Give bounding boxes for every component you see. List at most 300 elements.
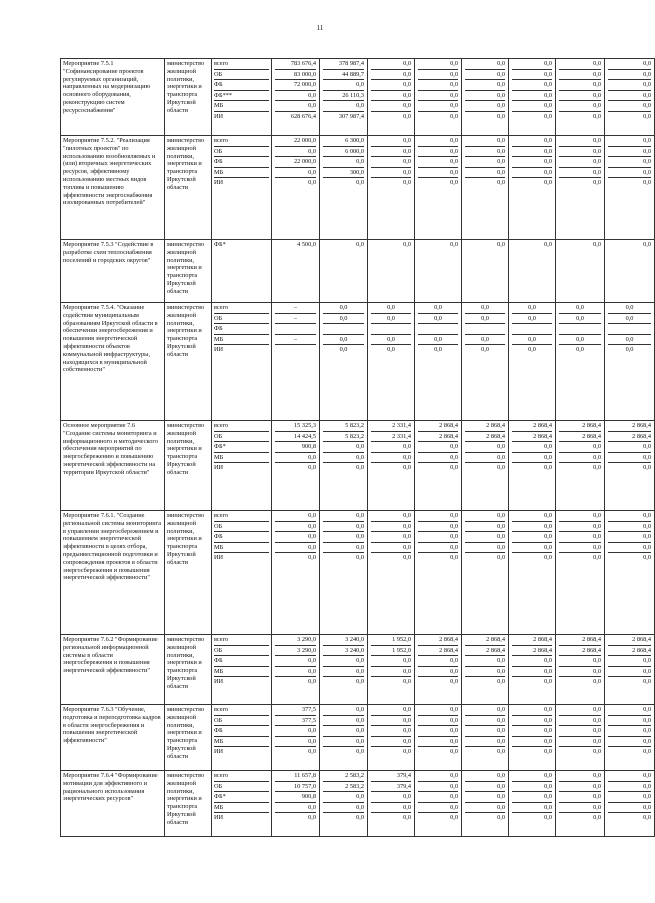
value-cell: 0,0 bbox=[323, 716, 364, 727]
value-cell: 0,0 bbox=[593, 678, 601, 685]
value-cell bbox=[371, 324, 411, 335]
value-cell: 0,0 bbox=[512, 716, 552, 727]
value-cell: 0,0 bbox=[465, 442, 505, 453]
funding-source: всего bbox=[214, 771, 269, 782]
value-cell: 2 868,4 bbox=[512, 635, 552, 646]
value-cell: 307 987,4 bbox=[338, 112, 364, 120]
value-cell: 0,0 bbox=[608, 782, 651, 793]
value-cell: 2 868,4 bbox=[465, 432, 505, 443]
year-values bbox=[415, 240, 462, 303]
value-cell: 0,0 bbox=[371, 147, 411, 158]
value-cell: 0,0 bbox=[450, 814, 458, 821]
value-cell: 15 325,3 bbox=[275, 421, 316, 432]
year-values bbox=[462, 240, 509, 303]
value-cell: 0,0 bbox=[559, 453, 601, 464]
value-cell: 900,8 bbox=[275, 442, 316, 453]
value-cell: 0,0 bbox=[371, 70, 411, 81]
value-cell: 0,0 bbox=[465, 511, 505, 522]
year-values bbox=[415, 511, 462, 635]
value-cell: 0,0 bbox=[512, 314, 552, 325]
value-cell: 5 823,2 bbox=[323, 432, 364, 443]
value-cell: 0,0 bbox=[608, 726, 651, 737]
value-cell: 0,0 bbox=[339, 346, 348, 353]
year-values bbox=[415, 59, 462, 136]
value-cell: 0,0 bbox=[371, 532, 411, 543]
funding-source: ФБ* bbox=[214, 442, 269, 453]
value-cell: 0,0 bbox=[275, 532, 316, 543]
value-cell: 0,0 bbox=[356, 814, 364, 821]
value-cell: 0,0 bbox=[371, 442, 411, 453]
value-cell: 0,0 bbox=[308, 678, 316, 685]
year-values bbox=[368, 771, 415, 837]
value-cell: 0,0 bbox=[643, 554, 651, 561]
value-cell: 0,0 bbox=[465, 101, 505, 112]
year-values bbox=[415, 771, 462, 837]
year-values bbox=[368, 635, 415, 705]
year-values bbox=[368, 59, 415, 136]
value-cell: 0,0 bbox=[371, 157, 411, 168]
value-cell: 0,0 bbox=[371, 511, 411, 522]
value-cell: 0,0 bbox=[356, 554, 364, 561]
value-cell bbox=[323, 324, 364, 335]
value-cell: 0,0 bbox=[275, 91, 316, 102]
measure-name: Мероприятие 7.6.3 "Обучение, подготовка и переподготовка кадров в области энергосбережения и повышения энергетической эффективности" bbox=[61, 705, 165, 771]
year-values bbox=[462, 705, 509, 771]
year-values bbox=[509, 240, 556, 303]
value-cell: 0,0 bbox=[465, 80, 505, 91]
value-cell: 0,0 bbox=[465, 335, 505, 346]
value-cell: 0,0 bbox=[434, 346, 442, 353]
value-cell: 3 290,0 bbox=[275, 646, 316, 657]
value-cell: 2 868,4 bbox=[559, 421, 601, 432]
value-cell: 0,0 bbox=[559, 70, 601, 81]
value-cell: 0,0 bbox=[465, 59, 505, 70]
executor: министерство жилищной политики, энергетики и транспорта Иркутской области bbox=[165, 771, 212, 837]
value-cell: 0,0 bbox=[371, 453, 411, 464]
value-cell: 0,0 bbox=[608, 91, 651, 102]
value-cell bbox=[512, 324, 552, 335]
value-cell: 0,0 bbox=[512, 303, 552, 314]
funding-source: ОБ bbox=[214, 782, 269, 793]
value-cell: 0,0 bbox=[559, 101, 601, 112]
value-cell: 0,0 bbox=[323, 80, 364, 91]
value-cell: 2 868,4 bbox=[512, 646, 552, 657]
value-cell: 0,0 bbox=[608, 335, 651, 346]
year-values bbox=[462, 511, 509, 635]
value-cell: 0,0 bbox=[544, 554, 552, 561]
year-values bbox=[556, 421, 605, 511]
value-cell: 0,0 bbox=[465, 70, 505, 81]
funding-source: ФБ* bbox=[214, 792, 269, 803]
value-cell: 0,0 bbox=[465, 782, 505, 793]
funding-source: ОБ bbox=[214, 646, 269, 657]
value-cell: 0,0 bbox=[465, 522, 505, 533]
year-values bbox=[415, 421, 462, 511]
value-cell: 0,0 bbox=[275, 522, 316, 533]
funding-sources bbox=[212, 771, 272, 837]
year-values bbox=[415, 635, 462, 705]
value-cell: 0,0 bbox=[512, 522, 552, 533]
executor: министерство жилищной политики, энергетики и транспорта Иркутской области bbox=[165, 705, 212, 771]
value-cell: 2 868,4 bbox=[418, 646, 458, 657]
value-cell: 0,0 bbox=[418, 716, 458, 727]
value-cell: 0,0 bbox=[512, 543, 552, 554]
year-values bbox=[509, 421, 556, 511]
funding-source: ИИ bbox=[214, 554, 224, 561]
value-cell: 0,0 bbox=[465, 136, 505, 147]
value-cell: 0,0 bbox=[512, 168, 552, 179]
value-cell: 0,0 bbox=[608, 453, 651, 464]
value-cell: 0,0 bbox=[544, 112, 552, 120]
value-cell: 0,0 bbox=[418, 157, 458, 168]
value-cell: 0,0 bbox=[643, 179, 651, 186]
value-cell: 0,0 bbox=[323, 737, 364, 748]
value-cell: 900,8 bbox=[275, 792, 316, 803]
value-cell: 0,0 bbox=[403, 678, 411, 685]
year-values bbox=[605, 240, 655, 303]
executor: министерство жилищной политики, энергетики и транспорта Иркутской области bbox=[165, 303, 212, 421]
measure-name: Основное мероприятие 7.6 "Создание системы мониторинга и информационного и методического обеспечения мероприятий по энергосбережению и повышению энергетической эффективности на территории Иркутской области" bbox=[61, 421, 165, 511]
value-cell: 0,0 bbox=[512, 442, 552, 453]
funding-sources bbox=[212, 303, 272, 421]
funding-source: ФБ bbox=[214, 80, 269, 91]
value-cell: 0,0 bbox=[418, 522, 458, 533]
year-values bbox=[556, 303, 605, 421]
executor: министерство жилищной политики, энергетики и транспорта Иркутской области bbox=[165, 511, 212, 635]
value-cell: 0,0 bbox=[512, 803, 552, 814]
year-values bbox=[556, 705, 605, 771]
year-values bbox=[462, 303, 509, 421]
value-cell: 0,0 bbox=[643, 814, 651, 821]
year-values bbox=[462, 59, 509, 136]
year-values bbox=[605, 303, 655, 421]
value-cell: 0,0 bbox=[465, 157, 505, 168]
value-cell: 0,0 bbox=[323, 792, 364, 803]
year-values bbox=[509, 303, 556, 421]
value-cell: 0,0 bbox=[323, 532, 364, 543]
value-cell: 0,0 bbox=[544, 464, 552, 471]
year-values bbox=[462, 635, 509, 705]
value-cell: 0,0 bbox=[418, 168, 458, 179]
executor: министерство жилищной политики, энергетики и транспорта Иркутской области bbox=[165, 421, 212, 511]
value-cell: 0,0 bbox=[418, 70, 458, 81]
value-cell: 0,0 bbox=[559, 91, 601, 102]
funding-sources bbox=[212, 240, 272, 303]
value-cell: 0,0 bbox=[465, 532, 505, 543]
measure-name: Мероприятие 7.6.2 "Формирование региональной информационной системы в области энергосбережения и повышения энергетической эффективности" bbox=[61, 635, 165, 705]
year-values bbox=[509, 771, 556, 837]
value-cell: 0,0 bbox=[323, 656, 364, 667]
value-cell: 0,0 bbox=[559, 511, 601, 522]
year-values bbox=[320, 705, 368, 771]
value-cell: 0,0 bbox=[608, 716, 651, 727]
value-cell: 0,0 bbox=[371, 656, 411, 667]
value-cell: 0,0 bbox=[593, 179, 601, 186]
year-values bbox=[509, 635, 556, 705]
value-cell: 0,0 bbox=[512, 656, 552, 667]
year-values bbox=[556, 771, 605, 837]
value-cell: 0,0 bbox=[371, 136, 411, 147]
value-cell: 83 000,0 bbox=[275, 70, 316, 81]
year-values bbox=[368, 421, 415, 511]
value-cell: 0,0 bbox=[323, 705, 364, 716]
value-cell: 0,0 bbox=[275, 803, 316, 814]
value-cell: 0,0 bbox=[371, 792, 411, 803]
value-cell: 0,0 bbox=[418, 705, 458, 716]
value-cell: 0,0 bbox=[528, 346, 536, 353]
value-cell: 0,0 bbox=[544, 678, 552, 685]
value-cell: 3 240,0 bbox=[323, 646, 364, 657]
funding-source: ФБ* bbox=[214, 241, 226, 248]
value-cell: 0,0 bbox=[387, 346, 395, 353]
year-values bbox=[272, 705, 320, 771]
funding-source: ФБ bbox=[214, 157, 269, 168]
value-cell: 0,0 bbox=[643, 241, 651, 248]
value-cell: 6 300,0 bbox=[323, 136, 364, 147]
year-values bbox=[272, 303, 320, 421]
value-cell: 379,4 bbox=[371, 782, 411, 793]
value-cell: 0,0 bbox=[465, 303, 505, 314]
value-cell: 0,0 bbox=[403, 112, 411, 120]
value-cell: 783 676,4 bbox=[275, 59, 316, 70]
value-cell: 44 889,7 bbox=[323, 70, 364, 81]
value-cell: 0,0 bbox=[465, 168, 505, 179]
value-cell: 0,0 bbox=[608, 737, 651, 748]
value-cell: 0,0 bbox=[371, 303, 411, 314]
value-cell: 0,0 bbox=[465, 803, 505, 814]
value-cell: 0,0 bbox=[608, 792, 651, 803]
value-cell: 0,0 bbox=[275, 656, 316, 667]
year-values bbox=[556, 136, 605, 240]
year-values bbox=[272, 59, 320, 136]
value-cell: – bbox=[275, 303, 316, 314]
value-cell: 0,0 bbox=[465, 656, 505, 667]
measure-name: Мероприятие 7.5.1 "Софинансирование проектов регулируемых организаций, направленных на модернизацию основного оборудования, реконструкцию систем ресурсоснабжения" bbox=[61, 59, 165, 136]
value-cell: 0,0 bbox=[450, 748, 458, 755]
funding-source: ИИ bbox=[214, 179, 224, 186]
value-cell: 0,0 bbox=[418, 726, 458, 737]
value-cell: 1 952,0 bbox=[371, 635, 411, 646]
value-cell: 0,0 bbox=[465, 91, 505, 102]
value-cell: 0,0 bbox=[559, 59, 601, 70]
value-cell: 0,0 bbox=[512, 771, 552, 782]
year-values bbox=[462, 771, 509, 837]
funding-source: МБ bbox=[214, 101, 269, 112]
value-cell: 0,0 bbox=[418, 737, 458, 748]
value-cell: 0,0 bbox=[512, 157, 552, 168]
funding-source: ИИ bbox=[214, 814, 224, 821]
value-cell: 0,0 bbox=[559, 335, 601, 346]
year-values bbox=[320, 59, 368, 136]
year-values bbox=[556, 59, 605, 136]
funding-source: МБ bbox=[214, 453, 269, 464]
funding-source: ИИ bbox=[214, 678, 224, 685]
measure-name: Мероприятие 7.6.1. "Создание региональной системы мониторинга в управлении энергосбережением и повышением энергетической эффективности в целях отбора, предынвестиционной подготовки и сопровождения проектов в области энергосбережения и повышения энергетической эффективности" bbox=[61, 511, 165, 635]
year-values bbox=[509, 59, 556, 136]
value-cell: 6 000,0 bbox=[323, 147, 364, 158]
value-cell: 0,0 bbox=[559, 737, 601, 748]
value-cell: 2 868,4 bbox=[559, 635, 601, 646]
value-cell: 0,0 bbox=[559, 303, 601, 314]
value-cell: 0,0 bbox=[356, 464, 364, 471]
value-cell: 0,0 bbox=[559, 80, 601, 91]
measure-name: Мероприятие 7.5.3 "Содействие в разработке схем теплоснабжения поселений и городских округов" bbox=[61, 240, 165, 303]
value-cell: 0,0 bbox=[497, 678, 505, 685]
value-cell: 0,0 bbox=[450, 112, 458, 120]
year-values bbox=[509, 511, 556, 635]
value-cell: 0,0 bbox=[418, 656, 458, 667]
funding-sources bbox=[212, 705, 272, 771]
funding-source: ОБ bbox=[214, 147, 269, 158]
funding-source: ОБ bbox=[214, 314, 269, 325]
value-cell: 0,0 bbox=[450, 554, 458, 561]
table-row bbox=[61, 705, 655, 771]
value-cell: 0,0 bbox=[559, 667, 601, 678]
value-cell: 0,0 bbox=[275, 511, 316, 522]
value-cell: 0,0 bbox=[418, 147, 458, 158]
value-cell: 0,0 bbox=[512, 737, 552, 748]
value-cell: 0,0 bbox=[371, 705, 411, 716]
value-cell: 377,5 bbox=[275, 705, 316, 716]
value-cell: 0,0 bbox=[608, 303, 651, 314]
value-cell: 0,0 bbox=[512, 80, 552, 91]
value-cell: 377,5 bbox=[275, 716, 316, 727]
value-cell: 0,0 bbox=[465, 667, 505, 678]
value-cell: 0,0 bbox=[608, 147, 651, 158]
year-values bbox=[509, 705, 556, 771]
value-cell: 0,0 bbox=[418, 667, 458, 678]
value-cell: 0,0 bbox=[418, 80, 458, 91]
value-cell: 0,0 bbox=[418, 511, 458, 522]
value-cell: 0,0 bbox=[323, 101, 364, 112]
value-cell: 0,0 bbox=[418, 136, 458, 147]
value-cell: 0,0 bbox=[418, 91, 458, 102]
year-values bbox=[415, 303, 462, 421]
value-cell: 0,0 bbox=[593, 554, 601, 561]
value-cell: 0,0 bbox=[418, 771, 458, 782]
value-cell: 628 676,4 bbox=[290, 112, 316, 120]
measure-name: Мероприятие 7.6.4 "Формирование мотивации для эффективного и рационального использования энергетических ресурсов" bbox=[61, 771, 165, 837]
value-cell: 0,0 bbox=[418, 101, 458, 112]
funding-source: ФБ bbox=[214, 324, 269, 335]
value-cell: 2 868,4 bbox=[465, 635, 505, 646]
value-cell: 0,0 bbox=[593, 748, 601, 755]
value-cell: 3 290,0 bbox=[275, 635, 316, 646]
value-cell: 0,0 bbox=[371, 59, 411, 70]
value-cell: 0,0 bbox=[608, 771, 651, 782]
year-values bbox=[272, 421, 320, 511]
funding-sources bbox=[212, 511, 272, 635]
funding-source: всего bbox=[214, 421, 269, 432]
value-cell: 0,0 bbox=[608, 59, 651, 70]
value-cell: 0,0 bbox=[608, 136, 651, 147]
value-cell: 0,0 bbox=[275, 453, 316, 464]
funding-source: ОБ bbox=[214, 432, 269, 443]
measure-name: Мероприятие 7.5.2. "Реализация "пилотных проектов" по использованию возобновляемых и (или) вторичных энергетических ресурсов, эффективному использованию местных видов топлива и повышению эффективности энергоснабжения изолированных потребителей" bbox=[61, 136, 165, 240]
value-cell: 0,0 bbox=[418, 314, 458, 325]
page-number: 11 bbox=[316, 24, 324, 32]
value-cell: 0,0 bbox=[643, 748, 651, 755]
value-cell: 14 424,5 bbox=[275, 432, 316, 443]
value-cell: 0,0 bbox=[418, 303, 458, 314]
value-cell: 0,0 bbox=[465, 792, 505, 803]
value-cell: 0,0 bbox=[544, 814, 552, 821]
year-values bbox=[320, 421, 368, 511]
table-row bbox=[61, 635, 655, 705]
value-cell: 0,0 bbox=[481, 346, 489, 353]
value-cell: 0,0 bbox=[323, 453, 364, 464]
year-values bbox=[605, 771, 655, 837]
value-cell: 0,0 bbox=[371, 168, 411, 179]
table-row bbox=[61, 303, 655, 421]
value-cell: 0,0 bbox=[465, 705, 505, 716]
value-cell: 0,0 bbox=[418, 335, 458, 346]
value-cell: 0,0 bbox=[308, 814, 316, 821]
table-row bbox=[61, 136, 655, 240]
value-cell: 0,0 bbox=[559, 157, 601, 168]
value-cell: 0,0 bbox=[371, 335, 411, 346]
value-cell: – bbox=[275, 314, 316, 325]
value-cell: 0,0 bbox=[323, 314, 364, 325]
year-values bbox=[320, 240, 368, 303]
value-cell: 0,0 bbox=[576, 346, 584, 353]
value-cell: 22 000,0 bbox=[275, 136, 316, 147]
value-cell: 0,0 bbox=[497, 748, 505, 755]
value-cell: 0,0 bbox=[559, 771, 601, 782]
value-cell: 0,0 bbox=[403, 241, 411, 248]
funding-source: ОБ bbox=[214, 522, 269, 533]
funding-source: МБ bbox=[214, 737, 269, 748]
value-cell: 0,0 bbox=[450, 179, 458, 186]
value-cell: 0,0 bbox=[559, 782, 601, 793]
value-cell: 0,0 bbox=[512, 532, 552, 543]
value-cell: 0,0 bbox=[512, 726, 552, 737]
year-values bbox=[605, 59, 655, 136]
value-cell: 0,0 bbox=[323, 442, 364, 453]
value-cell: 2 868,4 bbox=[418, 421, 458, 432]
value-cell: 2 868,4 bbox=[465, 421, 505, 432]
value-cell: 0,0 bbox=[465, 716, 505, 727]
value-cell: 0,0 bbox=[497, 814, 505, 821]
funding-source: ФБ bbox=[214, 656, 269, 667]
year-values bbox=[605, 511, 655, 635]
value-cell: 0,0 bbox=[643, 464, 651, 471]
value-cell: 0,0 bbox=[356, 241, 364, 248]
year-values bbox=[368, 136, 415, 240]
funding-source: всего bbox=[214, 705, 269, 716]
value-cell: 378 987,4 bbox=[323, 59, 364, 70]
value-cell: 0,0 bbox=[497, 241, 505, 248]
funding-source: ИИ bbox=[214, 748, 224, 755]
value-cell: 0,0 bbox=[275, 667, 316, 678]
value-cell: 0,0 bbox=[512, 782, 552, 793]
value-cell: 2 868,4 bbox=[559, 432, 601, 443]
funding-source: всего bbox=[214, 136, 269, 147]
year-values bbox=[509, 136, 556, 240]
value-cell: 0,0 bbox=[465, 737, 505, 748]
value-cell: 0,0 bbox=[593, 112, 601, 120]
value-cell: 0,0 bbox=[371, 522, 411, 533]
funding-source: всего bbox=[214, 303, 269, 314]
value-cell: 2 331,4 bbox=[371, 421, 411, 432]
value-cell: 0,0 bbox=[559, 543, 601, 554]
value-cell bbox=[559, 324, 601, 335]
value-cell: 0,0 bbox=[593, 464, 601, 471]
value-cell: 0,0 bbox=[512, 70, 552, 81]
table-row bbox=[61, 59, 655, 136]
year-values bbox=[272, 511, 320, 635]
table-row bbox=[61, 240, 655, 303]
